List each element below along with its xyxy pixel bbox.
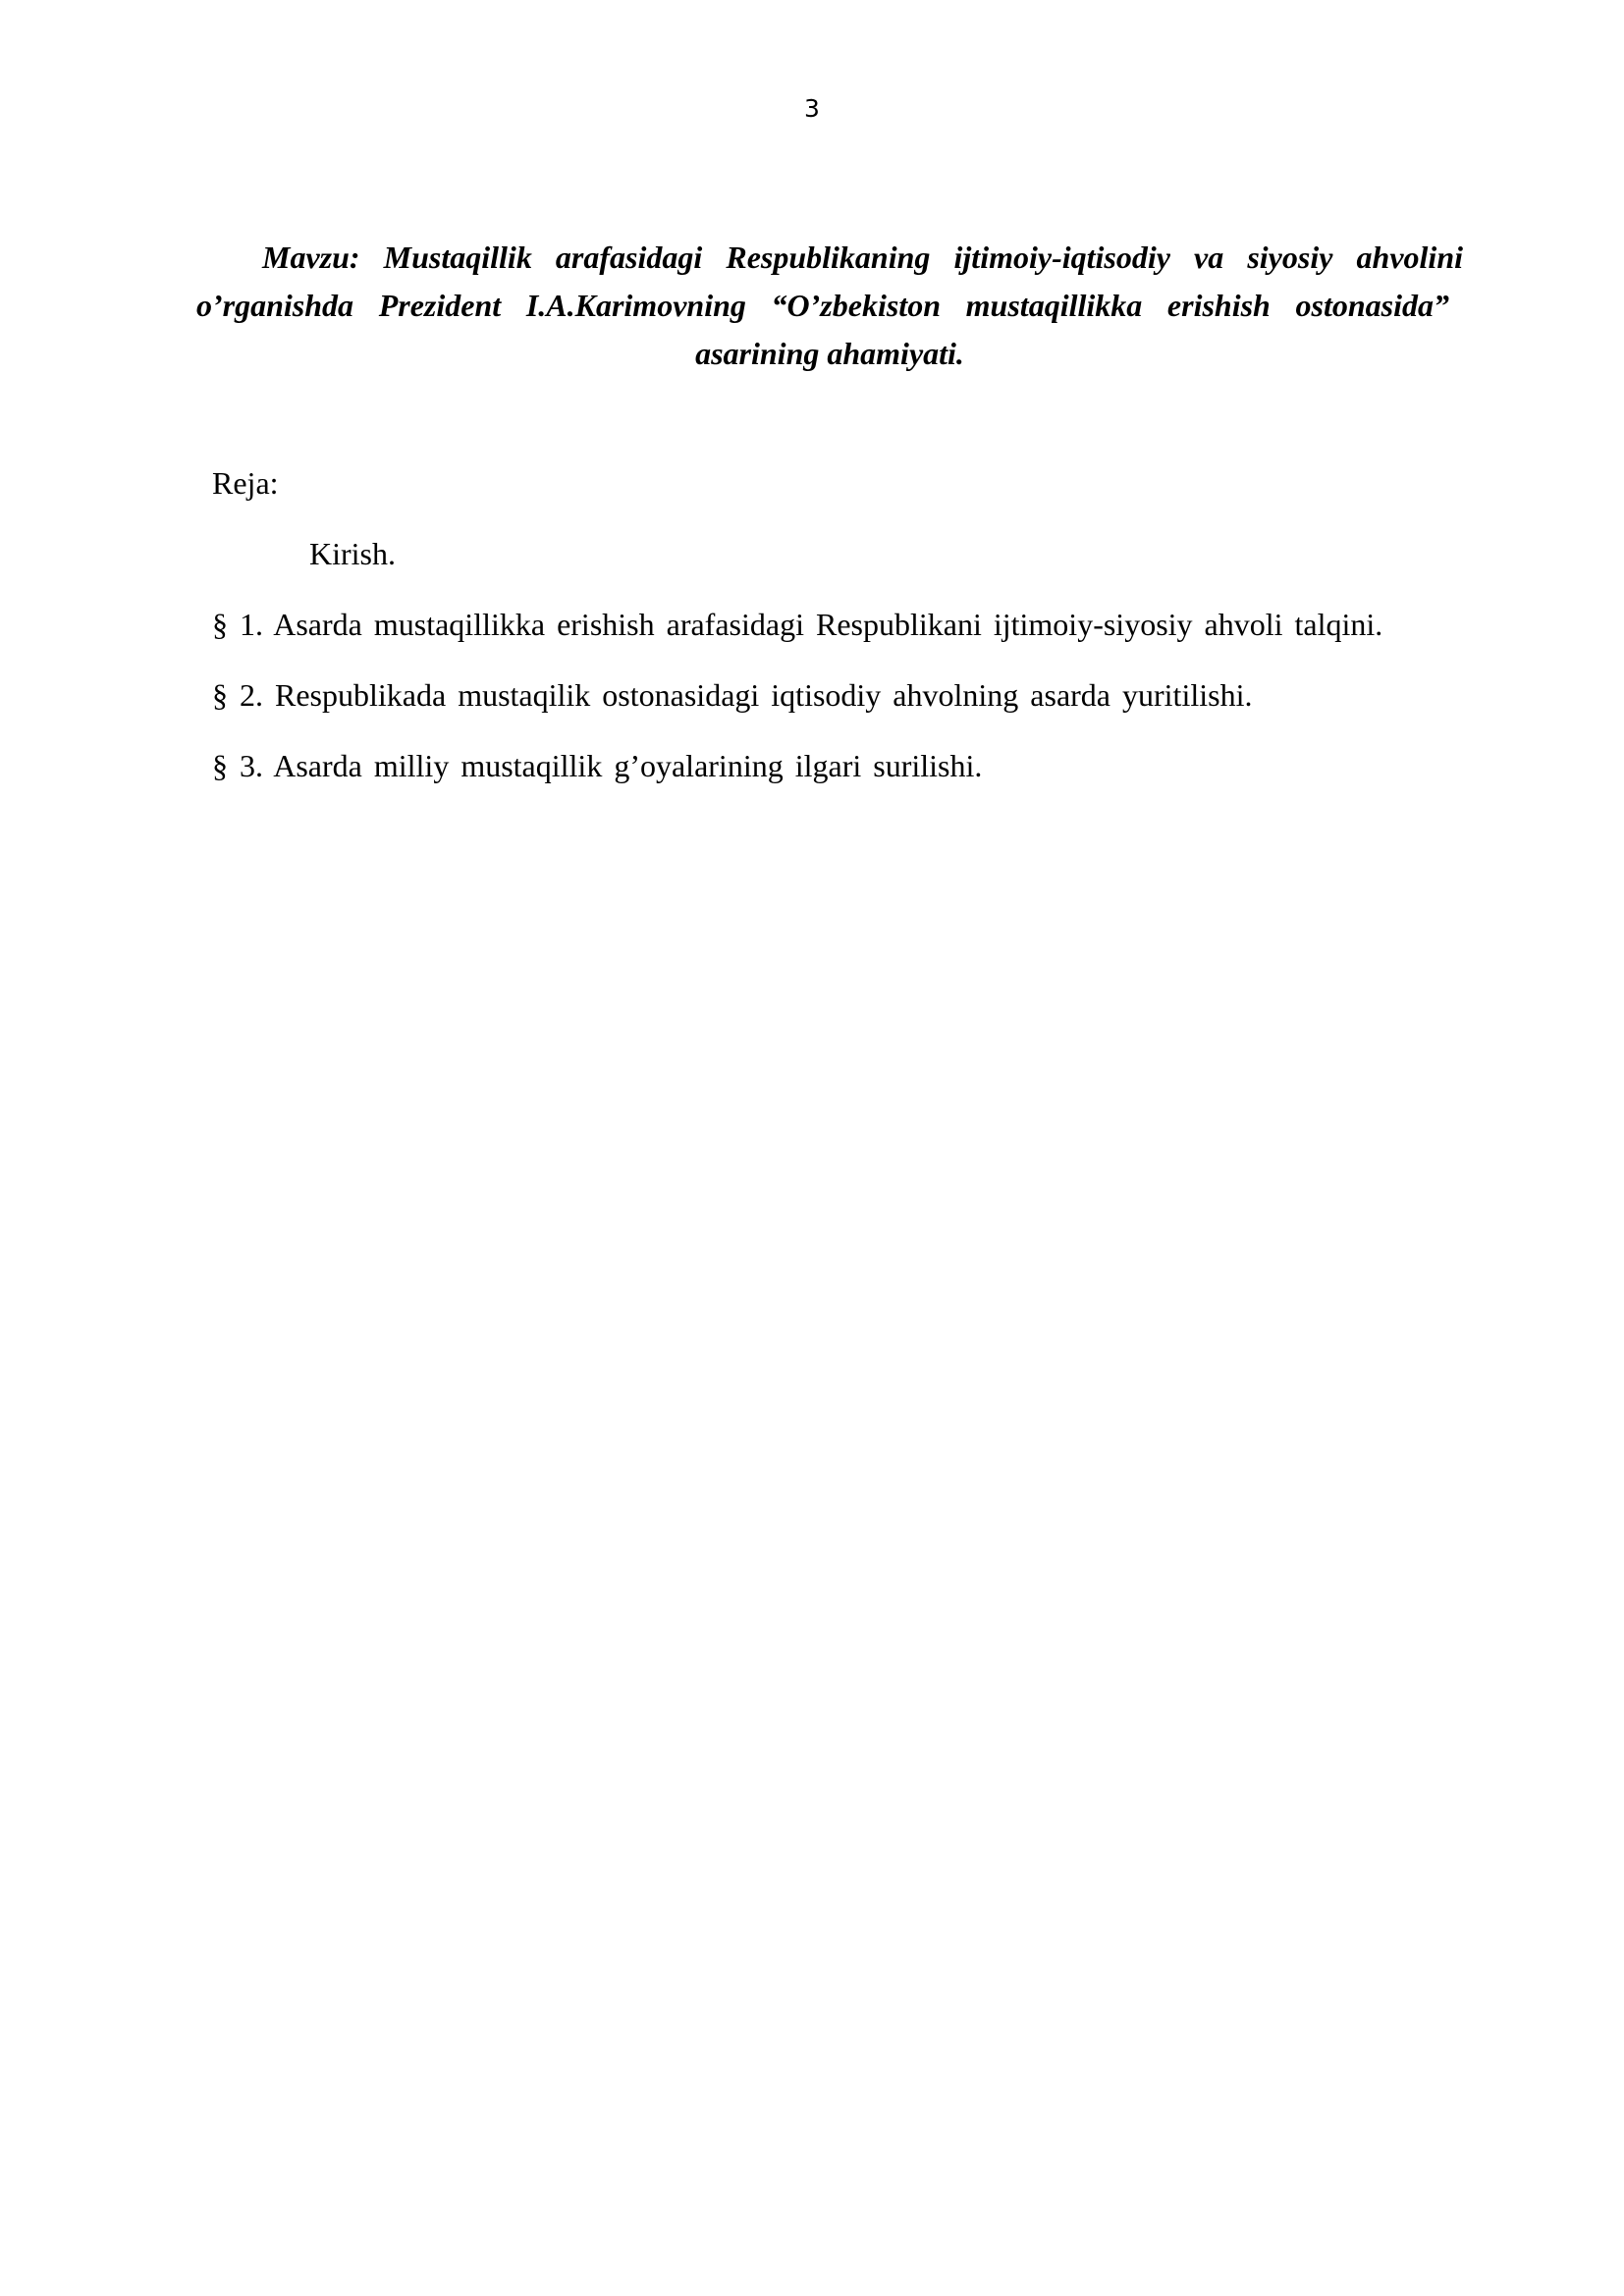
plan-heading: Reja: bbox=[212, 465, 279, 501]
plan-item-2: § 2. Respublikada mustaqilik ostonasidagi iqtisodiy ahvolning asarda yuritilishi. bbox=[212, 677, 1253, 713]
title-line-1: Mavzu: Mustaqillik arafasidagi Respublikaning ijtimoiy-iqtisodiy va siyosiy ahvolini bbox=[262, 240, 1463, 275]
title-line-3: asarining ahamiyati. bbox=[695, 336, 964, 371]
page-number: 3 bbox=[804, 94, 820, 123]
plan-item-3: § 3. Asarda milliy mustaqillik g’oyalarining ilgari surilishi. bbox=[212, 748, 983, 783]
plan-intro: Kirish. bbox=[309, 536, 396, 571]
title-line-2: o’rganishda Prezident I.A.Karimovning “O’zbekiston mustaqillikka erishish ostonasida” bbox=[196, 288, 1449, 323]
plan-item-1: § 1. Asarda mustaqillikka erishish arafasidagi Respublikani ijtimoiy-siyosiy ahvoli talqini. bbox=[212, 607, 1383, 642]
document-title bbox=[196, 234, 1463, 378]
plan-section bbox=[212, 463, 1469, 817]
